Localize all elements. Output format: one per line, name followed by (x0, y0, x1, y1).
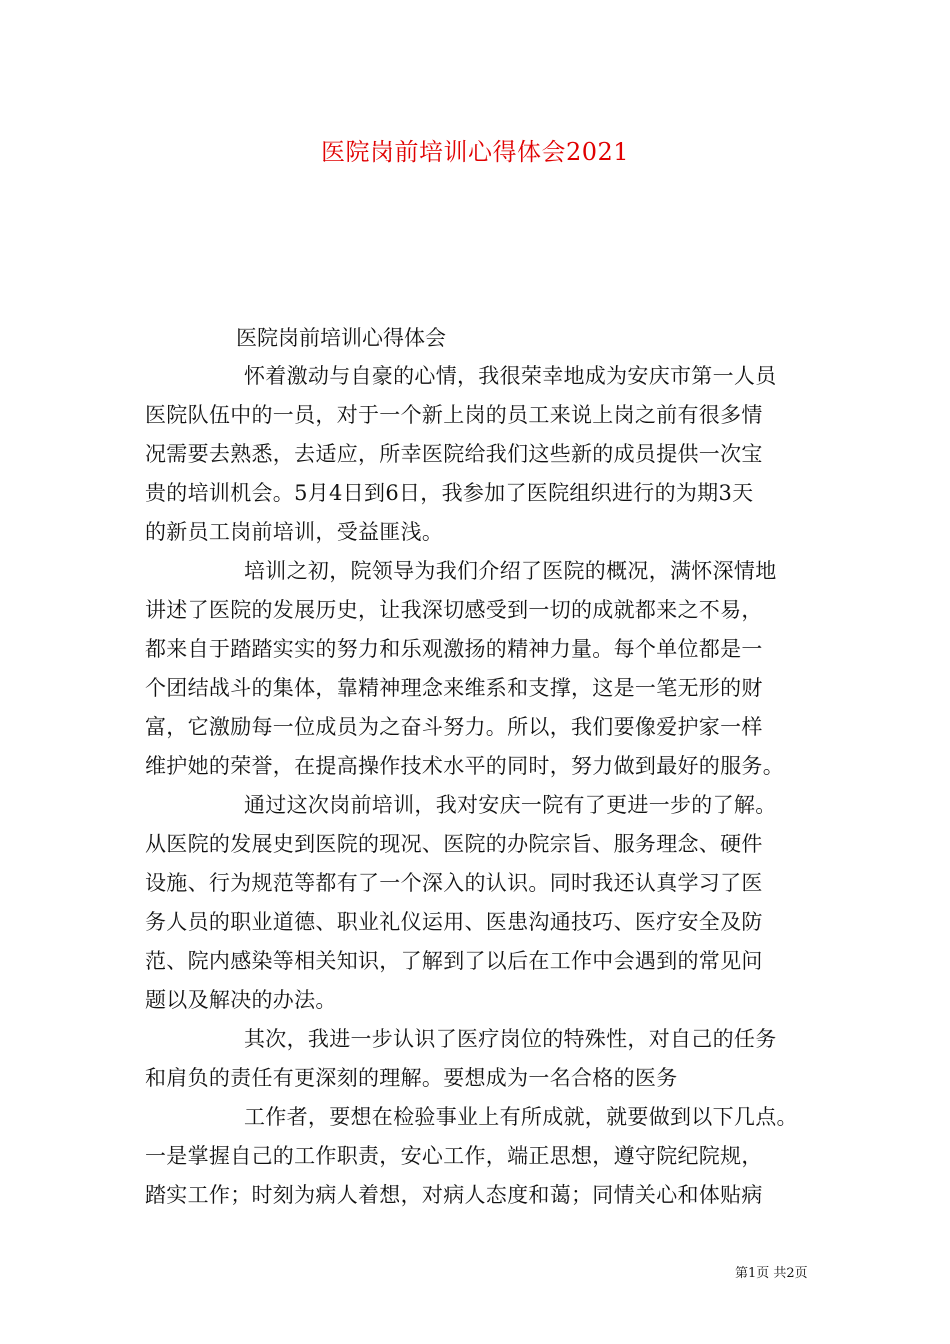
text-line: 务人员的职业道德、职业礼仪运用、医患沟通技巧、医疗安全及防 (145, 910, 763, 934)
text-line: 工作者，要想在检验事业上有所成就，就要做到以下几点。 (244, 1105, 798, 1129)
document-title: 医院岗前培训心得体会2021 (320, 138, 630, 166)
text-line: 和肩负的责任有更深刻的理解。要想成为一名合格的医务 (145, 1066, 678, 1090)
text-line: 医院队伍中的一员，对于一个新上岗的员工来说上岗之前有很多情 (145, 403, 763, 427)
text-line: 怀着激动与自豪的心情，我很荣幸地成为安庆市第一人员 (244, 364, 777, 388)
text-line: 培训之初，院领导为我们介绍了医院的概况，满怀深情地 (244, 559, 777, 583)
document-subtitle: 医院岗前培训心得体会 (236, 326, 446, 350)
text-line: 其次，我进一步认识了医疗岗位的特殊性，对自己的任务 (244, 1027, 777, 1051)
text-line: 况需要去熟悉，去适应，所幸医院给我们这些新的成员提供一次宝 (145, 442, 763, 466)
text-line: 都来自于踏踏实实的努力和乐观激扬的精神力量。每个单位都是一 (145, 637, 763, 661)
text-line: 维护她的荣誉，在提高操作技术水平的同时，努力做到最好的服务。 (145, 754, 784, 778)
text-line: 一是掌握自己的工作职责，安心工作，端正思想，遵守院纪院规， (145, 1144, 763, 1168)
text-line: 通过这次岗前培训，我对安庆一院有了更进一步的了解。 (244, 793, 777, 817)
page-footer: 第1页 共2页 (735, 1266, 808, 1281)
text-line: 题以及解决的办法。 (145, 988, 337, 1012)
text-line: 踏实工作；时刻为病人着想，对病人态度和蔼；同情关心和体贴病 (145, 1183, 763, 1207)
text-line: 的新员工岗前培训，受益匪浅。 (145, 520, 444, 544)
text-line: 讲述了医院的发展历史，让我深切感受到一切的成就都来之不易， (145, 598, 763, 622)
text-line: 贵的培训机会。5月4日到6日，我参加了医院组织进行的为期3天 (145, 481, 754, 505)
text-line: 从医院的发展史到医院的现况、医院的办院宗旨、服务理念、硬件 (145, 832, 763, 856)
text-line: 个团结战斗的集体，靠精神理念来维系和支撑，这是一笔无形的财 (145, 676, 763, 700)
text-line: 设施、行为规范等都有了一个深入的认识。同时我还认真学习了医 (145, 871, 763, 895)
text-line: 富，它激励每一位成员为之奋斗努力。所以，我们要像爱护家一样 (145, 715, 763, 739)
body-text (145, 357, 825, 1215)
text-line: 范、院内感染等相关知识，了解到了以后在工作中会遇到的常见问 (145, 949, 763, 973)
